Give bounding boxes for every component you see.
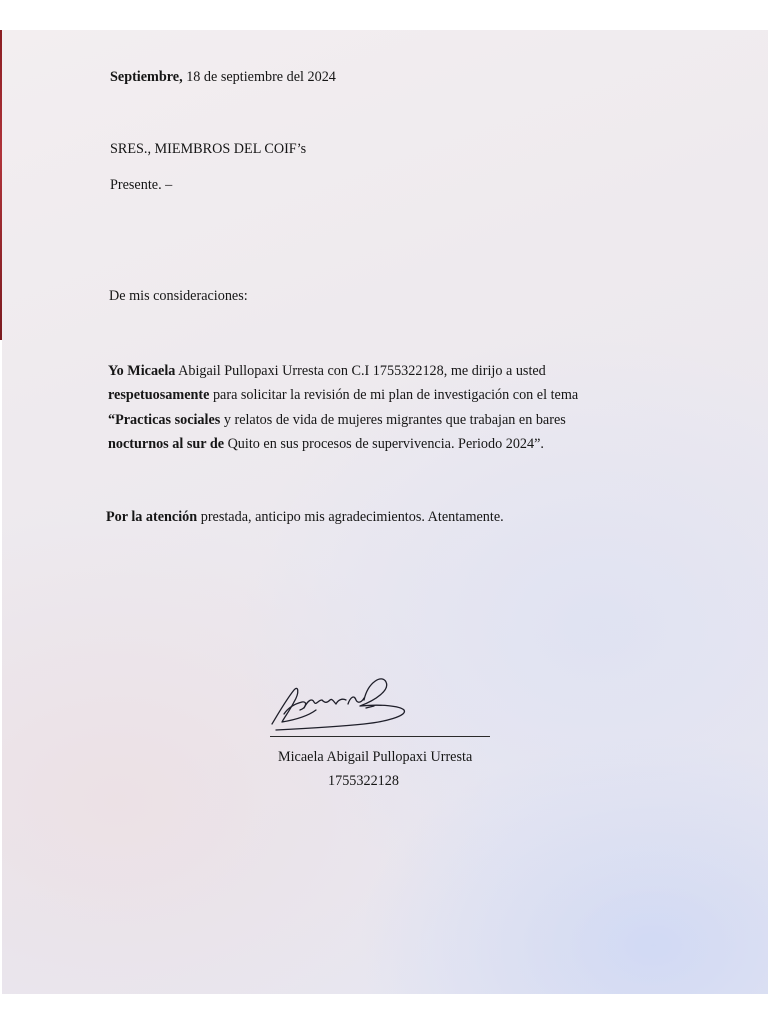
closing-bold: Por la atención: [106, 509, 198, 525]
letter-date: [110, 68, 336, 86]
signature-line: [270, 736, 490, 737]
letter-addressee: SRES., MIEMBROS DEL COIF’s: [110, 141, 307, 157]
body-line-3-bold: “Practicas sociales: [108, 412, 221, 428]
body-line-2: [108, 386, 578, 404]
letter-sheet: [2, 30, 768, 994]
letter-presente: Presente. –: [110, 177, 173, 193]
body-line-2-rest: para solicitar la revisión de mi plan de investigación con el tema: [209, 387, 579, 403]
date-month: Septiembre,: [110, 69, 183, 85]
body-line-4-rest: Quito en sus procesos de supervivencia. Periodo 2024”.: [224, 436, 544, 452]
body-line-4-bold: nocturnos al sur de: [108, 436, 225, 452]
handwritten-signature: [264, 670, 414, 734]
body-line-3: [108, 411, 566, 429]
body-line-1-bold: Yo Micaela: [108, 363, 176, 379]
body-line-1-rest: Abigail Pullopaxi Urresta con C.I 1755322128, me dirijo a usted: [175, 363, 546, 379]
date-rest: 18 de septiembre del 2024: [182, 69, 336, 85]
signer-name: Micaela Abigail Pullopaxi Urresta: [278, 749, 473, 765]
signer-id-number: 1755322128: [328, 773, 399, 789]
body-line-4: [108, 435, 544, 453]
body-line-3-rest: y relatos de vida de mujeres migrantes que trabajan en bares: [220, 412, 566, 428]
letter-salutation: De mis consideraciones:: [109, 288, 248, 304]
body-line-2-bold: respetuosamente: [108, 387, 210, 403]
letter-closing: [106, 508, 504, 526]
body-line-1: [108, 362, 546, 380]
closing-rest: prestada, anticipo mis agradecimientos. Atentamente.: [197, 509, 504, 525]
